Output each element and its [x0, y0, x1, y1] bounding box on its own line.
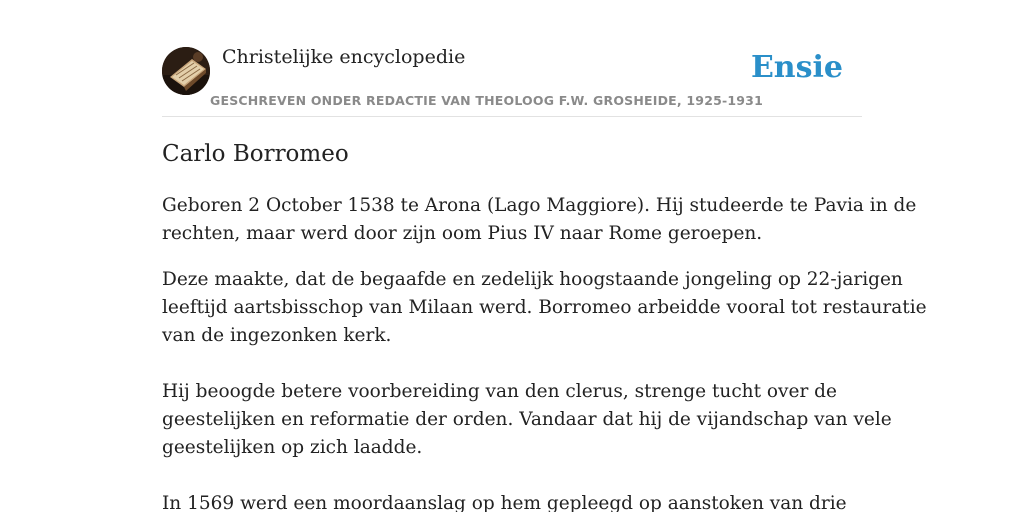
avatar[interactable] [162, 47, 210, 95]
book-photo-icon [162, 47, 210, 95]
paragraph-gap [162, 350, 862, 378]
paragraph [162, 192, 917, 248]
site-title[interactable]: Christelijke encyclopedie [222, 46, 466, 68]
paragraph-line: Hij beoogde betere voorbereiding van den clerus, strenge tucht over de [162, 381, 837, 402]
paragraph-line: Deze maakte, dat de begaafde en zedelijk hoogstaande jongeling op 22-jarigen [162, 269, 903, 290]
paragraph-line: rechten, maar werd door zijn oom Pius IV naar Rome geroepen. [162, 223, 763, 244]
paragraph-gap [162, 462, 862, 490]
site-subtitle: GESCHREVEN ONDER REDACTIE VAN THEOLOOG F.W. GROSHEIDE, 1925-1931 [210, 93, 763, 108]
paragraph-line: In 1569 werd een moordaanslag op hem gepleegd op aanstoken van drie [162, 493, 847, 512]
paragraph [162, 266, 927, 512]
paragraph-line: geestelijken op zich laadde. [162, 437, 423, 458]
article-title: Carlo Borromeo [162, 141, 349, 167]
paragraph-line: geestelijken en reformatie der orden. Vandaar dat hij de vijandschap van vele [162, 409, 892, 430]
brand-logo[interactable]: Ensie [750, 50, 843, 85]
article [162, 138, 927, 512]
paragraph-line: Geboren 2 October 1538 te Arona (Lago Maggiore). Hij studeerde te Pavia in de [162, 195, 917, 216]
paragraph-line: leeftijd aartsbisschop van Milaan werd. Borromeo arbeidde vooral tot restauratie [162, 297, 927, 318]
paragraph-line: van de ingezonken kerk. [162, 325, 392, 346]
site-header [162, 40, 862, 117]
